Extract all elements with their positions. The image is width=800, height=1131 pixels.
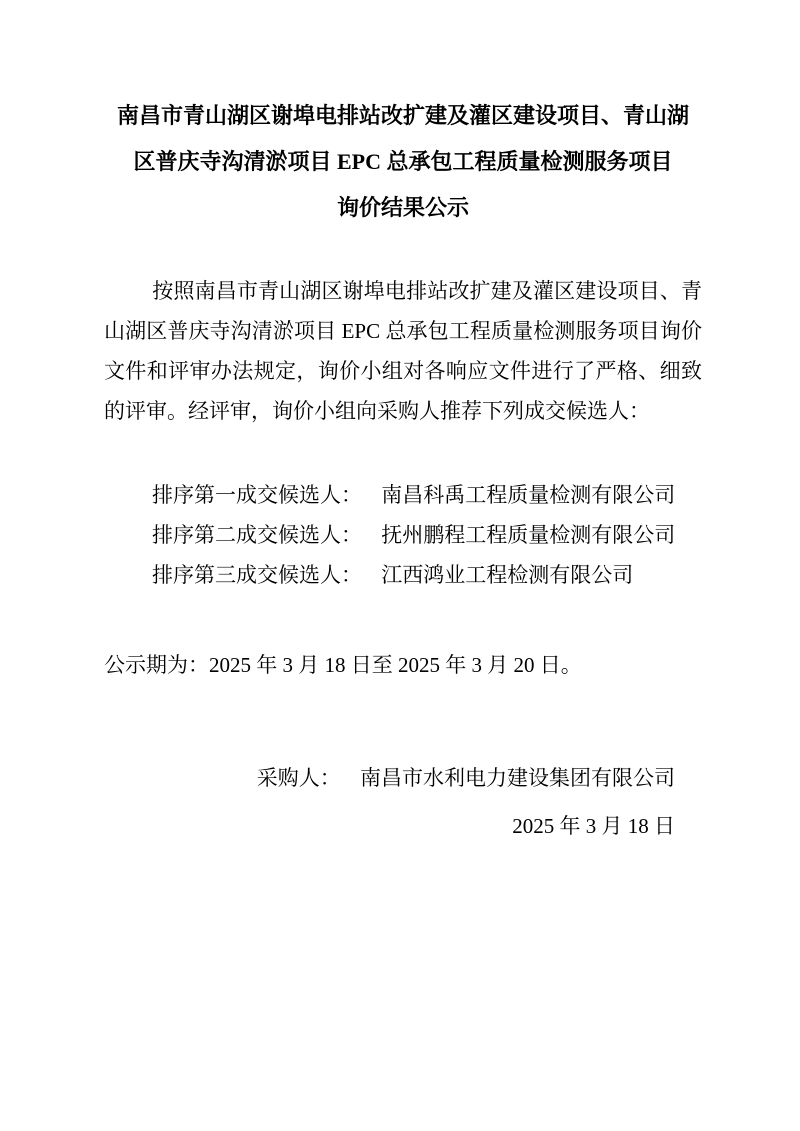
title-line-2: 区普庆寺沟清淤项目 EPC 总承包工程质量检测服务项目 [133,149,673,174]
signature-date: 2025 年 3 月 18 日 [512,814,675,838]
publicity-period: 公示期为：2025 年 3 月 18 日至 2025 年 3 月 20 日。 [104,653,582,677]
intro-paragraph: 按照南昌市青山湖区谢埠电排站改扩建及灌区建设项目、青山湖区普庆寺沟清淤项目 EPC 总承包工程质量检测服务项目询价文件和评审办法规定，询价小组对各响应文件进行了严格、细致的评审。经评审，询价小组向采购人推荐下列成交候选人： [104,279,702,423]
candidate-list [104,475,702,595]
document-title [104,93,702,231]
candidate-row-1 [152,475,702,515]
purchaser-label: 采购人： [256,766,341,790]
title-line-1: 南昌市青山湖区谢埠电排站改扩建及灌区建设项目、青山湖 [116,103,689,128]
candidate-company-1: 南昌科禹工程质量检测有限公司 [381,483,676,507]
candidate-rank-label-3: 排序第三成交候选人： [152,563,362,587]
candidate-rank-label-2: 排序第二成交候选人： [152,523,362,547]
title-line-3: 询价结果公示 [336,195,469,220]
candidate-row-3 [152,555,702,595]
candidate-row-2 [152,515,702,555]
signature-block [104,758,702,846]
candidate-rank-label-1: 排序第一成交候选人： [152,483,362,507]
candidate-company-3: 江西鸿业工程检测有限公司 [381,563,634,587]
purchaser-line [104,758,675,798]
candidate-company-2: 抚州鹏程工程质量检测有限公司 [381,523,676,547]
purchaser-name: 南昌市水利电力建设集团有限公司 [360,766,675,790]
